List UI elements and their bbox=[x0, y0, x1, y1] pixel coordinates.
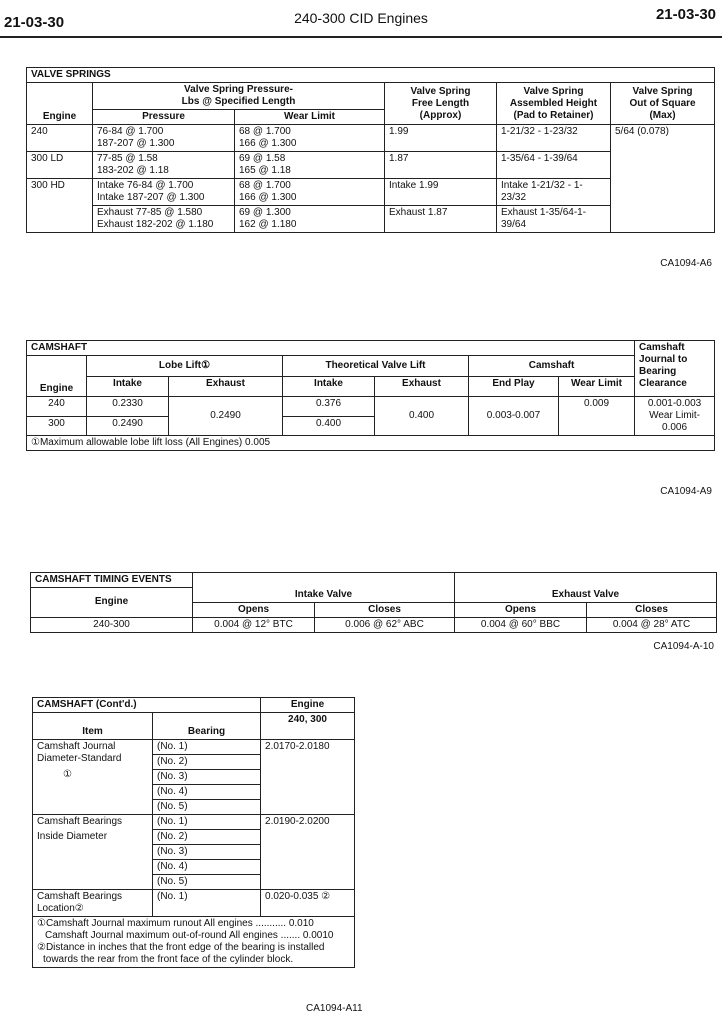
vs-300ld-pressure: 77-85 @ 1.58 183-202 @ 1.18 bbox=[93, 152, 235, 179]
cc-figure-ref: CA1094-A11 bbox=[306, 1003, 363, 1014]
cc-bearings-no1: (No. 1) bbox=[153, 815, 261, 830]
vs-figure-ref: CA1094-A6 bbox=[660, 258, 712, 269]
cc-bearings-no4: (No. 4) bbox=[153, 860, 261, 875]
cc-title: CAMSHAFT (Cont'd.) bbox=[33, 698, 261, 713]
cc-bearings-no5: (No. 5) bbox=[153, 875, 261, 890]
timing-title: CAMSHAFT TIMING EVENTS bbox=[31, 573, 193, 588]
cs-h-lobe-exhaust: Exhaust bbox=[169, 376, 283, 397]
cs-240-theo-intake: 0.376 bbox=[283, 397, 375, 417]
cc-location-item: Camshaft Bearings Location② bbox=[33, 890, 153, 917]
cs-h-lobe-lift: Lobe Lift① bbox=[87, 356, 283, 377]
timing-engine: 240-300 bbox=[31, 617, 193, 632]
cc-bearings-no3: (No. 3) bbox=[153, 845, 261, 860]
cc-h-engine: Engine bbox=[261, 698, 355, 713]
table-row bbox=[33, 890, 355, 917]
vs-300hd-exhaust-free: Exhaust 1.87 bbox=[385, 206, 497, 233]
cc-note-1: ①Camshaft Journal maximum runout All engines ........... 0.010 bbox=[37, 918, 314, 929]
vs-300ld-free: 1.87 bbox=[385, 152, 497, 179]
table-row bbox=[27, 125, 715, 152]
cc-journal-no4: (No. 4) bbox=[153, 785, 261, 800]
cs-footnote: ①Maximum allowable lobe lift loss (All Engines) 0.005 bbox=[27, 436, 715, 451]
timing-h-exhaust-opens: Opens bbox=[455, 602, 587, 617]
cc-bearings-item: Camshaft Bearings Inside Diameter bbox=[33, 815, 153, 890]
vs-300hd-intake-pressure: Intake 76-84 @ 1.700 Intake 187-207 @ 1.300 bbox=[93, 179, 235, 206]
timing-blank-intake bbox=[193, 573, 455, 588]
cs-end-play: 0.003-0.007 bbox=[469, 397, 559, 436]
cc-journal-value: 2.0170-2.0180 bbox=[261, 740, 355, 815]
cs-h-theo-exhaust: Exhaust bbox=[375, 376, 469, 397]
cc-h-bearing: Bearing bbox=[153, 713, 261, 740]
camshaft-contd-table bbox=[32, 697, 355, 968]
valve-springs-table bbox=[26, 67, 715, 233]
cs-240-lobe-intake: 0.2330 bbox=[87, 397, 169, 417]
vs-240-wear: 68 @ 1.700 166 @ 1.300 bbox=[235, 125, 385, 152]
cc-note-2: Camshaft Journal maximum out-of-round All engines ....... 0.0010 bbox=[45, 930, 334, 941]
vs-300ld-engine: 300 LD bbox=[27, 152, 93, 179]
vs-300hd-exhaust-pressure: Exhaust 77-85 @ 1.580 Exhaust 182-202 @ 1.180 bbox=[93, 206, 235, 233]
page-number-right: 21-03-30 bbox=[655, 6, 716, 23]
vs-300hd-intake-assembled: Intake 1-21/32 - 1-23/32 bbox=[497, 179, 611, 206]
vs-240-pressure: 76-84 @ 1.700 187-207 @ 1.300 bbox=[93, 125, 235, 152]
timing-blank-exhaust bbox=[455, 573, 717, 588]
cs-h-camshaft: Camshaft bbox=[469, 356, 635, 377]
cs-journal-clearance: 0.001-0.003 Wear Limit- 0.006 bbox=[635, 397, 715, 436]
timing-exhaust-opens: 0.004 @ 60° BBC bbox=[455, 617, 587, 632]
vs-300ld-wear: 69 @ 1.58 165 @ 1.18 bbox=[235, 152, 385, 179]
timing-exhaust-closes: 0.004 @ 28° ATC bbox=[587, 617, 717, 632]
timing-h-intake-opens: Opens bbox=[193, 602, 315, 617]
vs-300hd-intake-wear: 68 @ 1.700 166 @ 1.300 bbox=[235, 179, 385, 206]
cc-h-engines: 240, 300 bbox=[261, 713, 355, 740]
cs-h-lobe-intake: Intake bbox=[87, 376, 169, 397]
timing-h-engine: Engine bbox=[31, 588, 193, 618]
cs-figure-ref: CA1094-A9 bbox=[660, 486, 712, 497]
page-title: 240-300 CID Engines bbox=[294, 10, 428, 26]
cc-journal-no2: (No. 2) bbox=[153, 755, 261, 770]
timing-h-exhaust: Exhaust Valve bbox=[455, 588, 717, 603]
cc-journal-no5: (No. 5) bbox=[153, 800, 261, 815]
cc-note-4: towards the rear from the front face of the cylinder block. bbox=[43, 954, 294, 965]
vs-300hd-engine: 300 HD bbox=[27, 179, 93, 233]
cs-wear-limit: 0.009 bbox=[559, 397, 635, 436]
vs-240-free: 1.99 bbox=[385, 125, 497, 152]
vs-h-pressure: Pressure bbox=[93, 110, 235, 125]
table-row bbox=[27, 397, 715, 417]
cs-h-wear-limit: Wear Limit bbox=[559, 376, 635, 397]
vs-h-out-of-square: Valve Spring Out of Square (Max) bbox=[611, 83, 715, 125]
camshaft-table bbox=[26, 340, 715, 451]
vs-300hd-exhaust-wear: 69 @ 1.300 162 @ 1.180 bbox=[235, 206, 385, 233]
vs-300ld-assembled: 1-35/64 - 1-39/64 bbox=[497, 152, 611, 179]
cc-bearings-value: 2.0190-2.0200 bbox=[261, 815, 355, 890]
cc-location-no1: (No. 1) bbox=[153, 890, 261, 917]
camshaft-title: CAMSHAFT bbox=[27, 341, 635, 356]
cs-300-engine: 300 bbox=[27, 416, 87, 436]
timing-h-intake: Intake Valve bbox=[193, 588, 455, 603]
timing-intake-opens: 0.004 @ 12° BTC bbox=[193, 617, 315, 632]
vs-h-wear-limit: Wear Limit bbox=[235, 110, 385, 125]
vs-h-engine: Engine bbox=[27, 83, 93, 125]
cc-bearings-no2: (No. 2) bbox=[153, 830, 261, 845]
timing-figure-ref: CA1094-A-10 bbox=[653, 641, 714, 652]
cs-h-end-play: End Play bbox=[469, 376, 559, 397]
valve-springs-title: VALVE SPRINGS bbox=[27, 68, 715, 83]
cs-lobe-exhaust: 0.2490 bbox=[169, 397, 283, 436]
page-number-left: 21-03-30 bbox=[4, 14, 65, 31]
cs-h-journal-clearance: Camshaft Journal to Bearing Clearance bbox=[635, 341, 715, 397]
vs-300hd-exhaust-assembled: Exhaust 1-35/64-1-39/64 bbox=[497, 206, 611, 233]
timing-h-exhaust-closes: Closes bbox=[587, 602, 717, 617]
cc-journal-no1: (No. 1) bbox=[153, 740, 261, 755]
cc-note-3: ②Distance in inches that the front edge of the bearing is installed bbox=[37, 942, 325, 953]
cs-300-lobe-intake: 0.2490 bbox=[87, 416, 169, 436]
cc-location-value: 0.020-0.035 ② bbox=[261, 890, 355, 917]
timing-h-intake-closes: Closes bbox=[315, 602, 455, 617]
table-row bbox=[33, 740, 355, 755]
cs-h-theo-intake: Intake bbox=[283, 376, 375, 397]
vs-240-assembled: 1-21/32 - 1-23/32 bbox=[497, 125, 611, 152]
cs-theo-exhaust: 0.400 bbox=[375, 397, 469, 436]
cs-240-engine: 240 bbox=[27, 397, 87, 417]
cc-journal-item: Camshaft Journal Diameter-Standard ① bbox=[33, 740, 153, 815]
timing-intake-closes: 0.006 @ 62° ABC bbox=[315, 617, 455, 632]
header-rule bbox=[0, 36, 722, 38]
vs-300hd-intake-free: Intake 1.99 bbox=[385, 179, 497, 206]
cs-h-theoretical-lift: Theoretical Valve Lift bbox=[283, 356, 469, 377]
vs-out-of-square-value: 5/64 (0.078) bbox=[611, 125, 715, 233]
vs-h-free-length: Valve Spring Free Length (Approx) bbox=[385, 83, 497, 125]
vs-h-pressure-group: Valve Spring Pressure- Lbs @ Specified Length bbox=[93, 83, 385, 110]
cs-300-theo-intake: 0.400 bbox=[283, 416, 375, 436]
cc-footnotes bbox=[33, 917, 355, 968]
table-row bbox=[31, 617, 717, 632]
cs-h-engine: Engine bbox=[27, 356, 87, 397]
cc-journal-no3: (No. 3) bbox=[153, 770, 261, 785]
table-row bbox=[33, 815, 355, 830]
cc-h-item: Item bbox=[33, 713, 153, 740]
timing-events-table bbox=[30, 572, 717, 633]
vs-240-engine: 240 bbox=[27, 125, 93, 152]
vs-h-assembled-height: Valve Spring Assembled Height (Pad to Retainer) bbox=[497, 83, 611, 125]
